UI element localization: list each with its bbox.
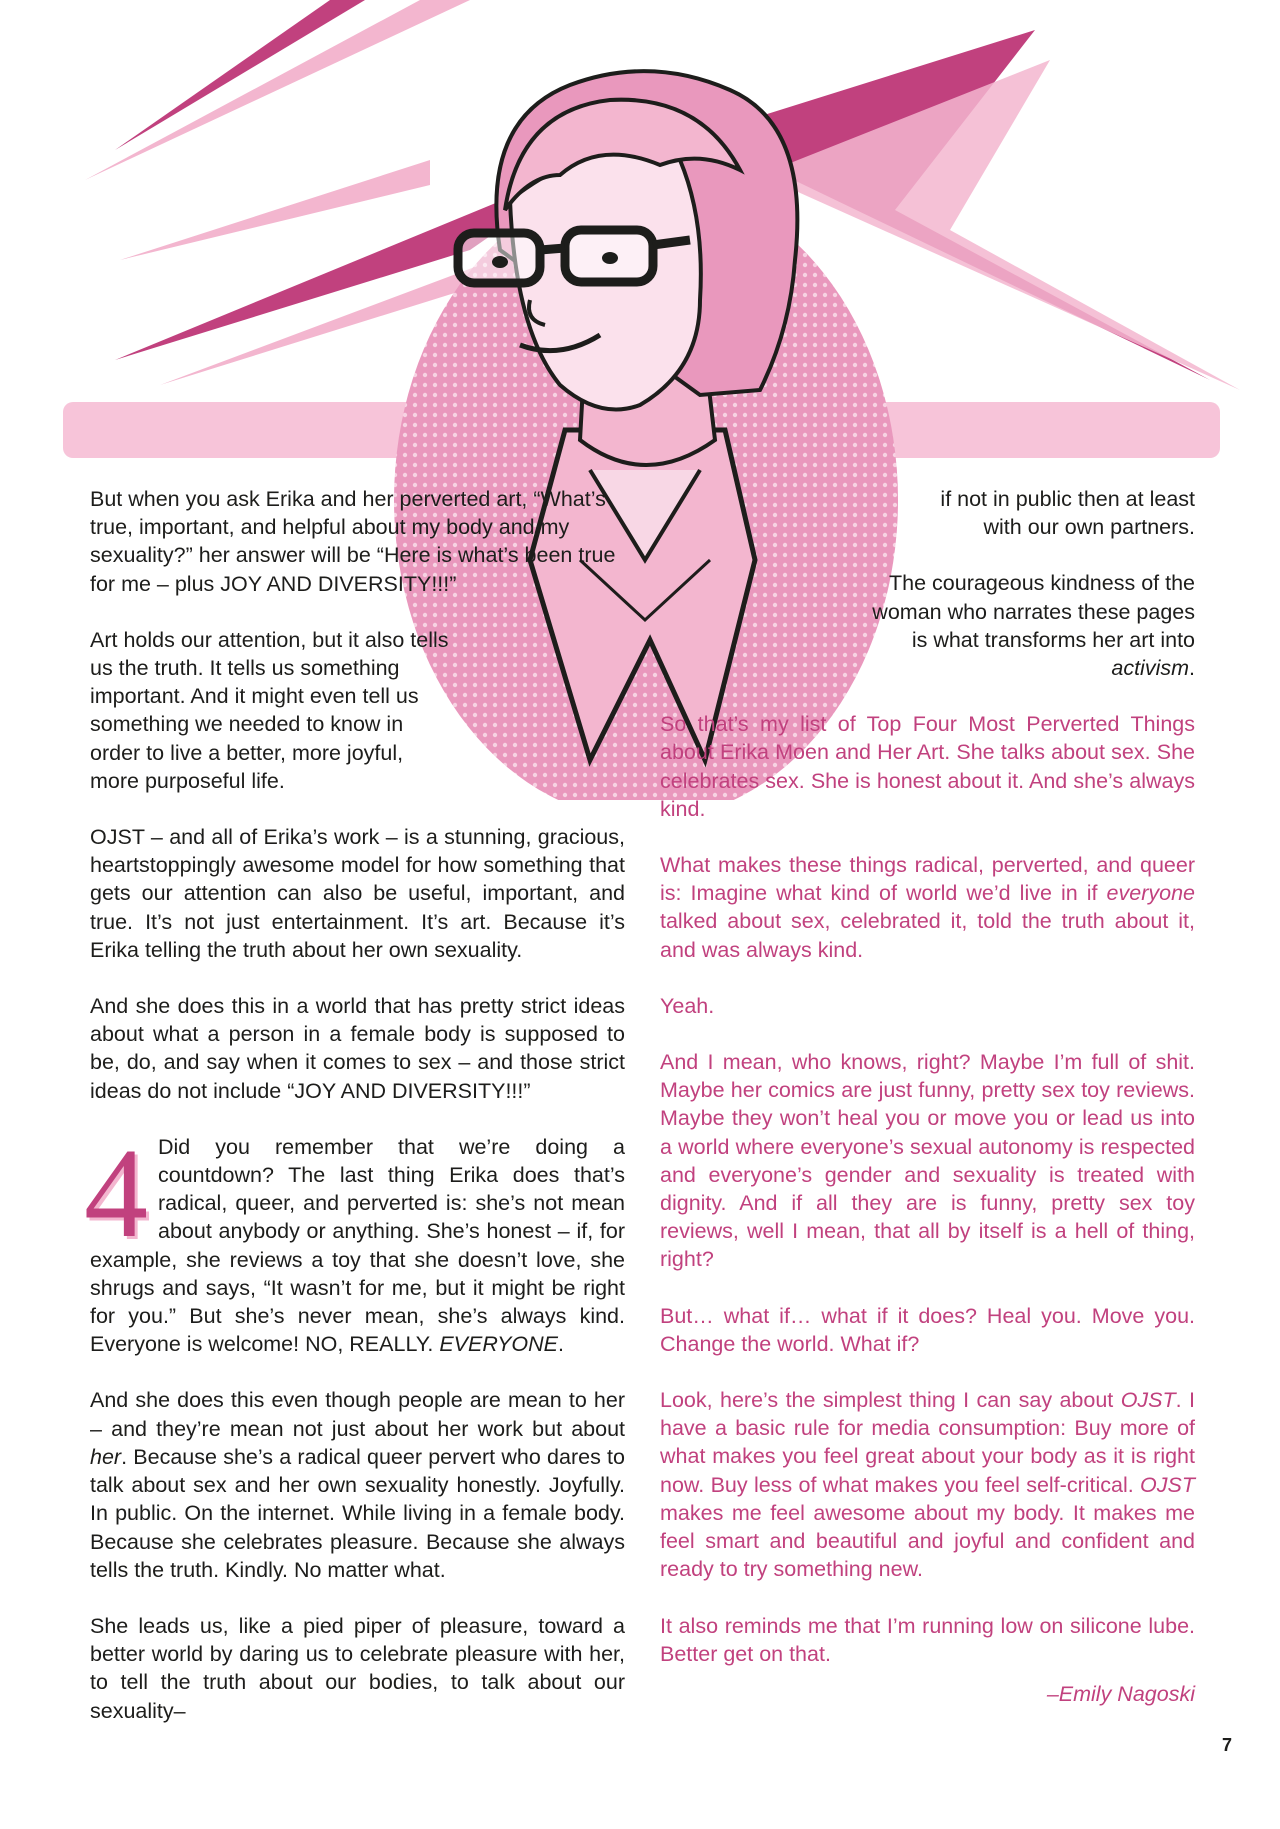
left-column bbox=[84, 485, 625, 1753]
paragraph: And I mean, who knows, right? Maybe I’m full of shit. Maybe her comics are just funny, pretty sex toy reviews. Maybe they won’t heal you or move you or lead us into a world where everyone’s sexual autonomy is respected and everyone’s gender and sexuality is treated with dignity. And if all they are is funny, pretty sex toy reviews, well I mean, that all by itself is a hell of thing, right? bbox=[660, 1050, 1195, 1272]
paragraph: She leads us, like a pied piper of pleasure, toward a better world by daring us to celebrate pleasure with her, to tell the truth about our bodies, to talk about our sexuality– bbox=[90, 1613, 625, 1723]
paragraph: Art holds our attention, but it also tells us the truth. It tells us something important. And it might even tell us something we needed to know in order to live a better, more joyful, more purposeful life. bbox=[90, 627, 449, 793]
glasses-icon bbox=[458, 230, 690, 283]
paragraph: Look, here’s the simplest thing I can say about OJST. I have a basic rule for media consumption: Buy more of what makes you feel great about your body as it is right now. Buy less of what makes you feel self-critical. OJST makes me feel awesome about my body. It makes me feel smart and beautiful and joyful and confident and ready to try something new. bbox=[660, 1388, 1195, 1582]
page-number: 7 bbox=[1222, 1735, 1233, 1755]
shard-light-2 bbox=[120, 160, 430, 260]
paragraph: But when you ask Erika and her perverted art, “What’s true, important, and helpful about my body and my sexuality?” her answer will be “Here is what’s been true for me – plus JOY AND DIVERSITY!!!” bbox=[90, 487, 616, 596]
paragraph: 4 Did you remember that we’re doing a countdown? The last thing Erika does that’s radical, queer, and perverted is: she’s not mean about anybody or anything. She’s honest – if, for example, she reviews a toy that she doesn’t love, she shrugs and says, “It wasn’t for me, but it might be right for you.” But she’s never mean, she’s always kind. Everyone is welcome! NO, REALLY. EVERYONE. bbox=[84, 1121, 625, 1357]
paragraph: OJST – and all of Erika’s work – is a stunning, gracious, heartstoppingly awesome model for how something that gets our attention can also be useful, important, and true. It’s not just entertainment. It’s art. Because it’s Erika telling the truth about her own sexuality. bbox=[90, 825, 625, 962]
paragraph: But… what if… what if it does? Heal you. Move you. Change the world. What if? bbox=[660, 1303, 1195, 1356]
signature: –Emily Nagoski bbox=[1046, 1681, 1195, 1706]
paragraph: The courageous kindness of the woman who narrates these pages is what transforms her art into activism. bbox=[872, 571, 1195, 681]
paragraph: It also reminds me that I’m running low on silicone lube. Better get on that. bbox=[660, 1613, 1195, 1666]
paragraph: What makes these things radical, perverted, and queer is: Imagine what kind of world we’d live in if everyone talked about sex, celebrated it, told the truth about it, and was always kind. bbox=[660, 853, 1195, 962]
paragraph: if not in public then at least with our own partners. bbox=[940, 487, 1195, 540]
paragraph: And she does this even though people are mean to her – and they’re mean not just about her work but about her. Because she’s a radical queer pervert who dares to talk about sex and her own sexuality honestly. Joyfully. In public. On the internet. While living in a female body. Because she celebrates pleasure. Because she always tells the truth. Kindly. No matter what. bbox=[90, 1388, 625, 1582]
shard-light bbox=[85, 0, 470, 180]
right-column bbox=[660, 485, 1195, 1736]
drop-cap: 4 bbox=[84, 1121, 148, 1264]
paragraph: Yeah. bbox=[660, 993, 715, 1018]
paragraph: And she does this in a world that has pretty strict ideas about what a person in a female body is supposed to be, do, and say when it comes to sex – and those strict ideas do not include “JOY AND DIVERSITY!!!” bbox=[90, 994, 625, 1103]
paragraph: So that’s my list of Top Four Most Perverted Things about Erika Moen and Her Art. She talks about sex. She celebrates sex. She is honest about it. And she’s always kind. bbox=[660, 712, 1195, 821]
shard-dark bbox=[115, 0, 365, 150]
